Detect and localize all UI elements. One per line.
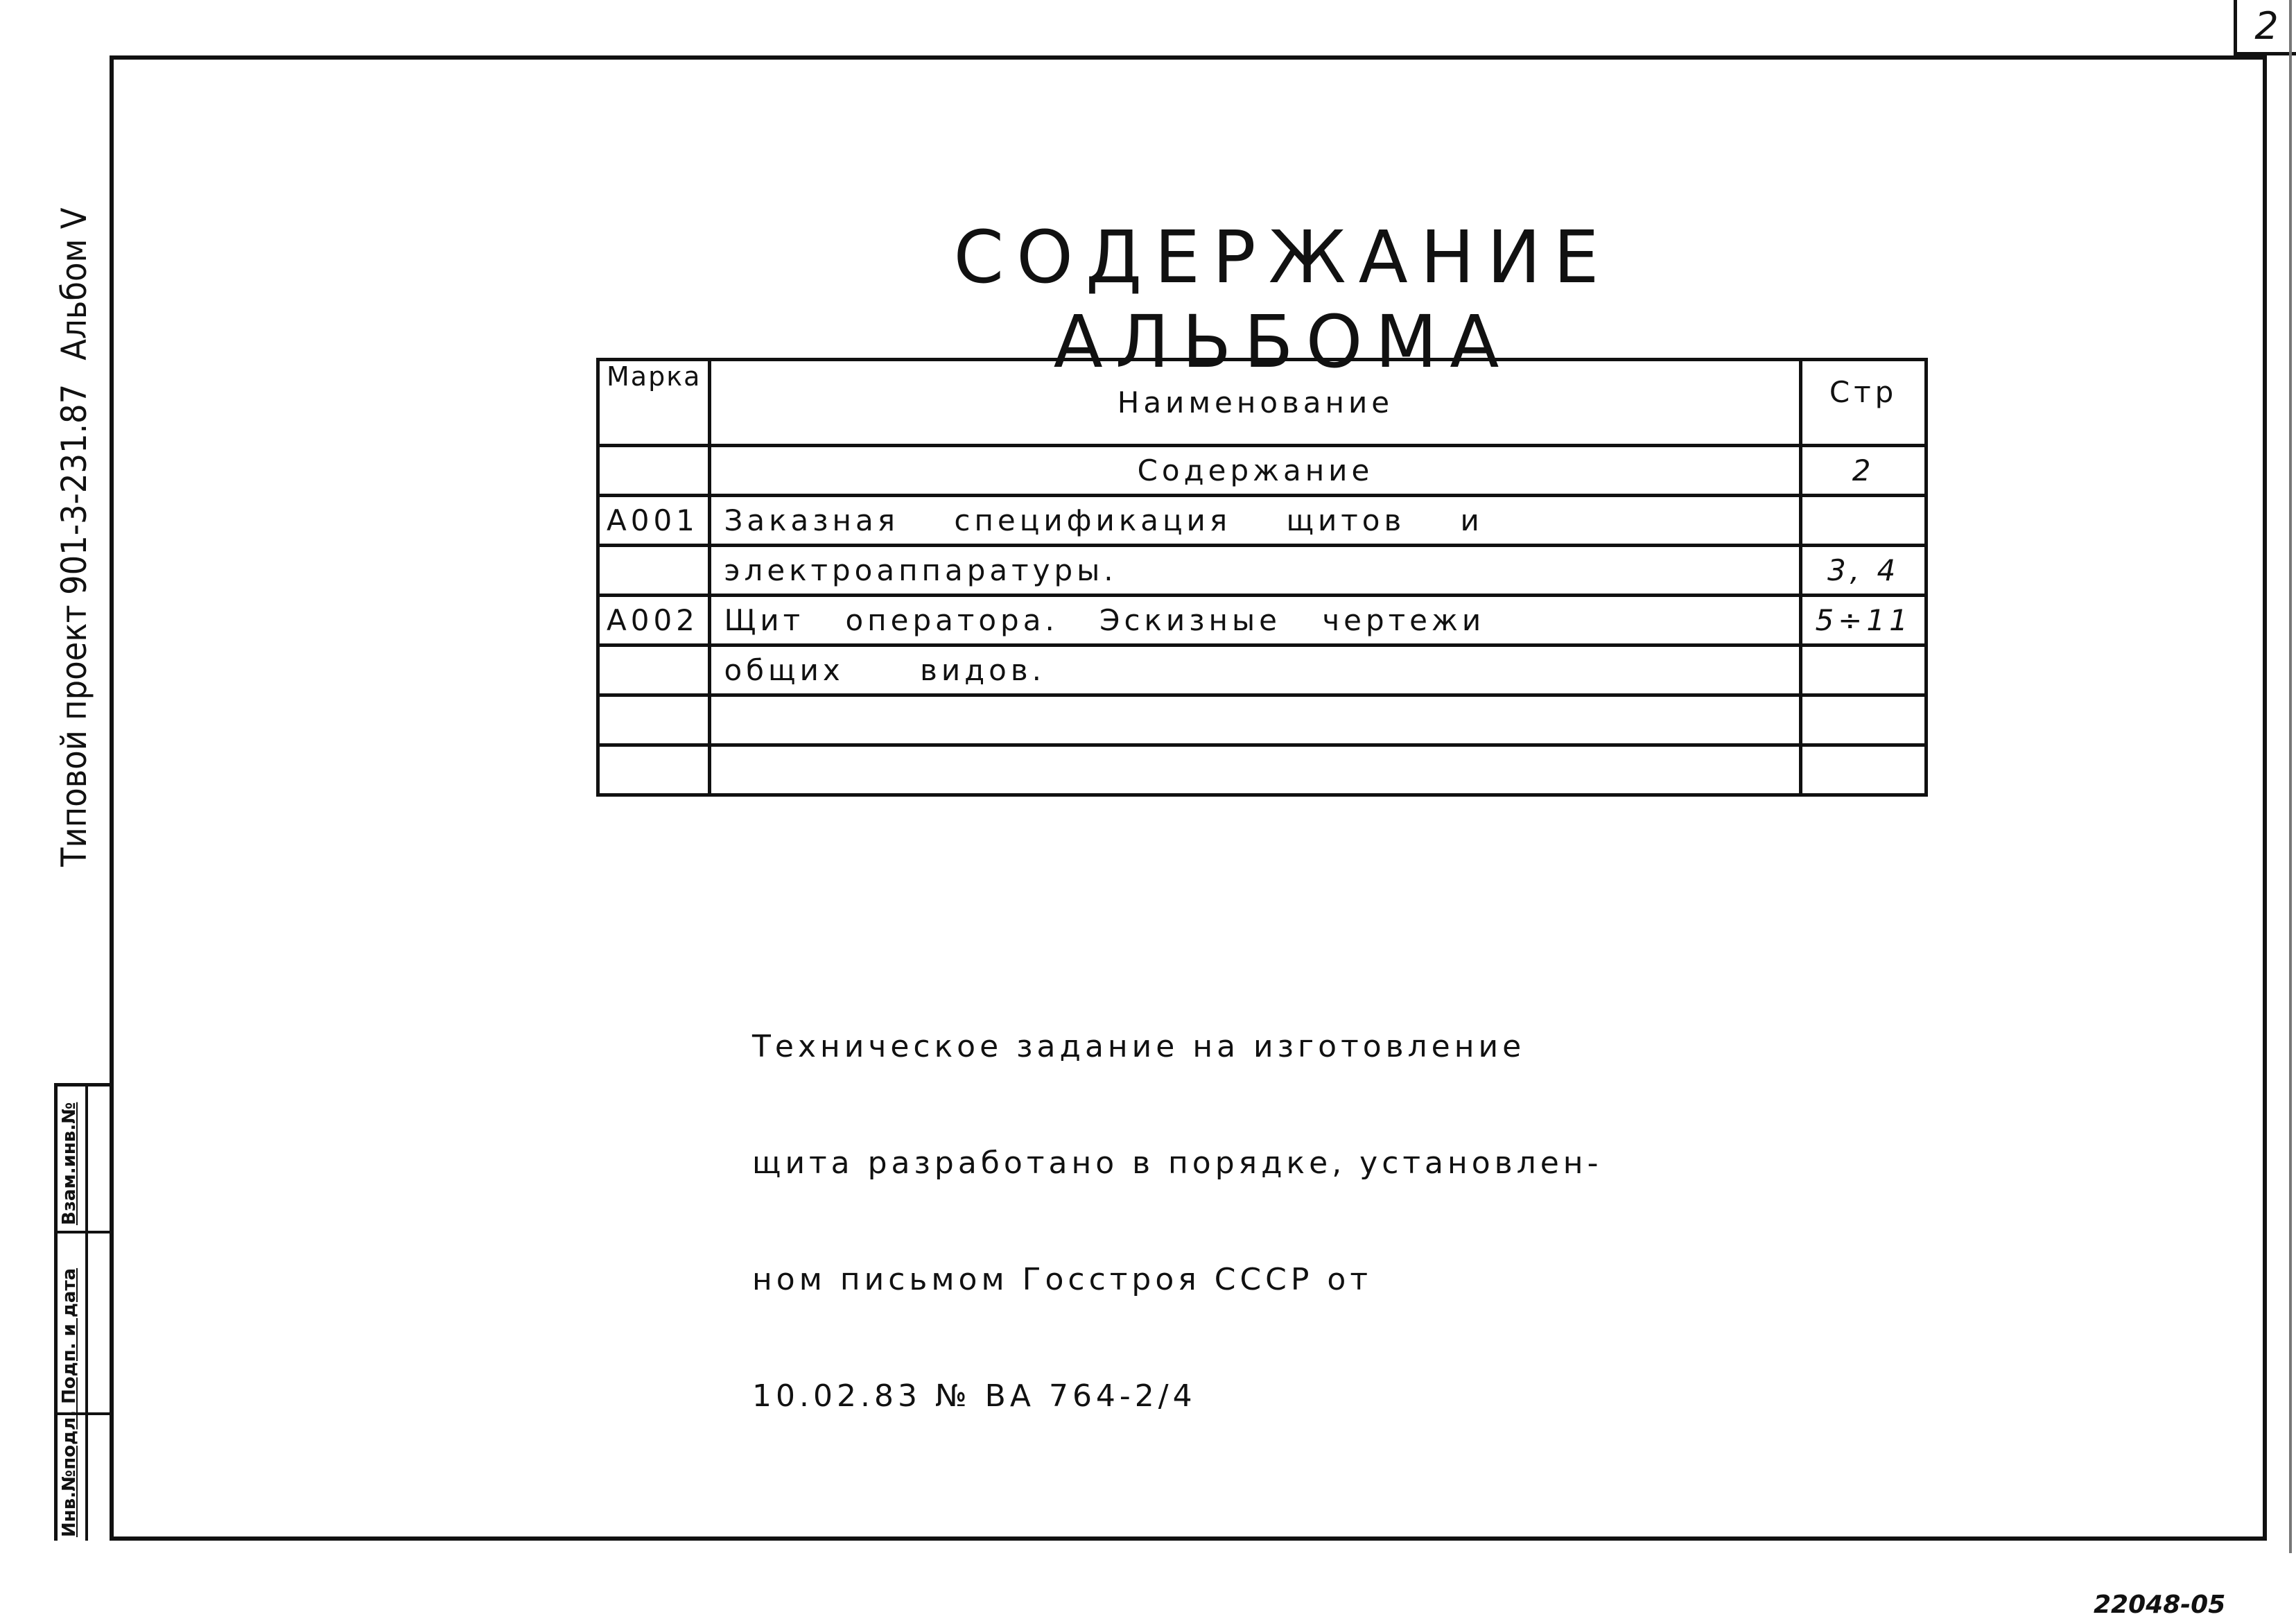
- cell-mark: [598, 695, 710, 745]
- stamp-label-bottom: Инв.№подл. Подп. и дата: [59, 1267, 80, 1537]
- header-page: Стр: [1801, 360, 1926, 446]
- cell-name: общих видов.: [710, 646, 1801, 695]
- table-row: [598, 695, 1927, 745]
- trim-line: [2289, 0, 2292, 1553]
- stamp-divider: [85, 1086, 88, 1541]
- header-name: Наименование: [710, 360, 1801, 446]
- cell-mark: [598, 646, 710, 695]
- cell-name: [710, 695, 1801, 745]
- header-mark: Марка: [598, 360, 710, 446]
- cell-name: Содержание: [710, 446, 1801, 496]
- note-line: Техническое задание на изготовление: [752, 1029, 1526, 1064]
- stamp-separator: [58, 1231, 113, 1233]
- table-row: [598, 496, 1927, 546]
- cell-page: [1801, 646, 1926, 695]
- table-header-row: [598, 360, 1927, 446]
- table-row: [598, 596, 1927, 646]
- cell-page: [1801, 745, 1926, 795]
- page-title: СОДЕРЖАНИЕ АЛЬБОМА: [953, 215, 1612, 384]
- cell-name: [710, 745, 1801, 795]
- cell-mark: А002: [598, 596, 710, 646]
- cell-page: [1801, 496, 1926, 546]
- cell-page: 3, 4: [1801, 546, 1926, 596]
- cell-page: 2: [1801, 446, 1926, 496]
- technical-note: [752, 950, 1602, 1455]
- note-line: ном письмом Госстроя СССР от: [752, 1262, 1372, 1297]
- cell-mark: [598, 546, 710, 596]
- cell-page: [1801, 695, 1926, 745]
- document-code: 22048-05: [2094, 1591, 2226, 1619]
- side-title: [50, 173, 98, 867]
- table-row: [598, 745, 1927, 795]
- side-album: Альбом V: [54, 207, 94, 361]
- note-line: 10.02.83 № ВА 764-2/4: [752, 1378, 1197, 1414]
- cell-mark: [598, 745, 710, 795]
- binding-stamp: [54, 1083, 110, 1541]
- contents-table: [596, 358, 1928, 797]
- sheet-number: 2: [2234, 0, 2296, 55]
- cell-name: электроаппаратуры.: [710, 546, 1801, 596]
- cell-page: 5÷11: [1801, 596, 1926, 646]
- table-row: [598, 546, 1927, 596]
- note-line: щита разработано в порядке, установлен-: [752, 1145, 1603, 1181]
- cell-mark: [598, 446, 710, 496]
- cell-name: Заказная спецификация щитов и: [710, 496, 1801, 546]
- table-row: [598, 646, 1927, 695]
- cell-name: Щит оператора. Эскизные чертежи: [710, 596, 1801, 646]
- cell-mark: А001: [598, 496, 710, 546]
- stamp-label-top: Взам.инв.№: [59, 1102, 80, 1225]
- table-row: [598, 446, 1927, 496]
- side-project: Типовой проект 901-3-231.87: [54, 383, 94, 867]
